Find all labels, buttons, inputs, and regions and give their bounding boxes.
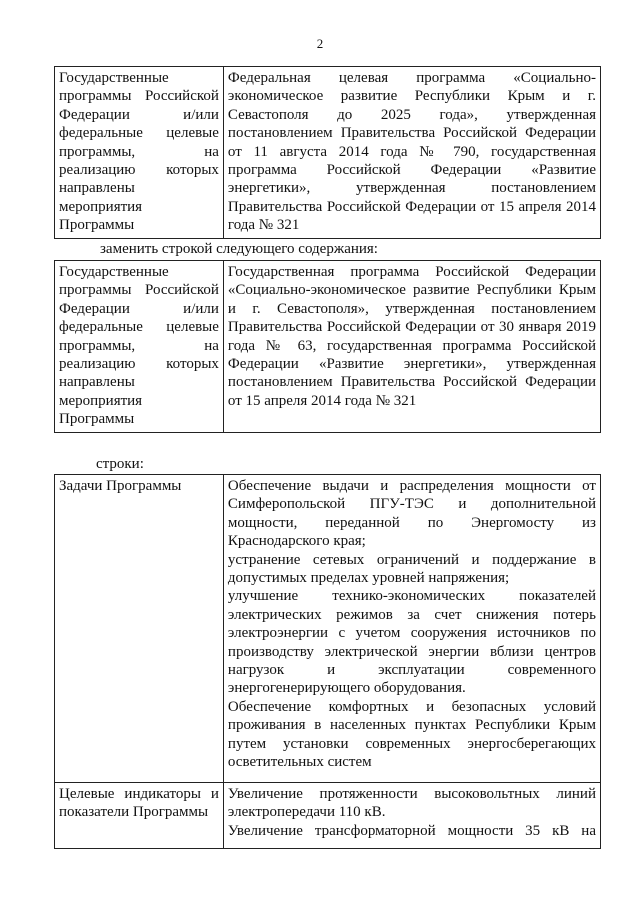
- table-row: [55, 783, 601, 849]
- row-label-cell: [55, 783, 224, 849]
- rows-caption: строки:: [96, 456, 144, 472]
- label-line: мероприятия: [59, 392, 143, 409]
- replacement-caption: заменить строкой следующего содержания:: [100, 241, 378, 257]
- row-value-cell: [223, 475, 600, 783]
- label-line: программы, на: [59, 337, 219, 354]
- row-value-paragraph: устранение сетевых ограничений и поддержание в допустимых пределах уровней напряжения;: [227, 551, 596, 587]
- table-row: [55, 261, 601, 433]
- row-value-paragraph: Увеличение трансформаторной мощности 35 кВ на: [227, 822, 596, 839]
- row-label-cell: [55, 261, 224, 433]
- row-value-paragraph: Обеспечение комфортных и безопасных условий проживания в населенных пунктах Республики Крым путем установки современных энергосберегающих осветительных систем: [227, 698, 596, 771]
- table-row: [55, 475, 601, 783]
- label-line: Федерации и/или: [59, 106, 219, 123]
- replacement-row-table: [54, 260, 601, 433]
- label-line: Федерации и/или: [59, 300, 219, 317]
- row-value-paragraph: Обеспечение выдачи и распределения мощности от Симферопольской ПГУ-ТЭС и дополнительной мощности, переданной по Энергомосту из Краснодарского края;: [227, 478, 596, 550]
- row-label: Задачи Программы: [59, 478, 182, 494]
- label-line: Программы: [59, 217, 135, 234]
- row-label: [59, 263, 219, 429]
- label-line: программы Российской: [59, 88, 219, 105]
- table-row: [55, 67, 601, 239]
- page-number: 2: [316, 36, 324, 51]
- row-value-cell: [223, 67, 600, 239]
- label-line: реализацию которых: [59, 356, 219, 373]
- original-row-table: [54, 66, 601, 239]
- label-line: направлены: [59, 374, 135, 391]
- row-value-paragraph: улучшение технико-экономических показателей электрических режимов за счет снижения потерь электроэнергии с учетом сооружения источников по производству электрической энергии вблизи центров нагрузок и эксплуатации современного энергогенерирующего оборудования.: [227, 588, 596, 697]
- row-label-cell: [55, 475, 224, 783]
- row-value-cell: [223, 261, 600, 433]
- row-value-text: Государственная программа Российской Федерации «Социально-экономическое развитие Республики Крым и г. Севастополя», утвержденная постановлением Правительства Российской Федерации от 30 января 2019 года № 63, государственная программа Российской Федерации «Развитие энергетики», утвержденная постановлением Правительства Российской Федерации от 15 апреля 2014 года № 321: [227, 264, 596, 409]
- program-rows-table: [54, 474, 601, 849]
- row-label-cell: [55, 67, 224, 239]
- label-line: мероприятия: [59, 198, 143, 215]
- label-line: федеральные целевые: [59, 319, 219, 336]
- label-line: реализацию которых: [59, 162, 219, 179]
- label-line: направлены: [59, 180, 135, 197]
- label-line: программы, на: [59, 143, 219, 160]
- row-value-cell: [223, 783, 600, 849]
- label-line: федеральные целевые: [59, 125, 219, 142]
- label-line: программы Российской: [59, 282, 219, 299]
- row-label: Целевые индикаторы и показатели Программы: [59, 786, 219, 821]
- row-label: [59, 69, 219, 235]
- row-value-text: Федеральная целевая программа «Социально-экономическое развитие Республики Крым и г. Севастополя до 2025 года», утвержденная постановлением Правительства Российской Федерации от 11 августа 2014 года № 790, государственная программа Российской Федерации «Развитие энергетики», утвержденная постановлением Правительства Российской Федерации от 15 апреля 2014 года № 321: [227, 70, 596, 234]
- row-value-paragraph: Увеличение протяженности высоковольтных линий электропередачи 110 кВ.: [227, 786, 596, 821]
- label-line: Программы: [59, 411, 135, 428]
- label-line: Государственные: [59, 264, 169, 280]
- label-line: Государственные: [59, 70, 169, 86]
